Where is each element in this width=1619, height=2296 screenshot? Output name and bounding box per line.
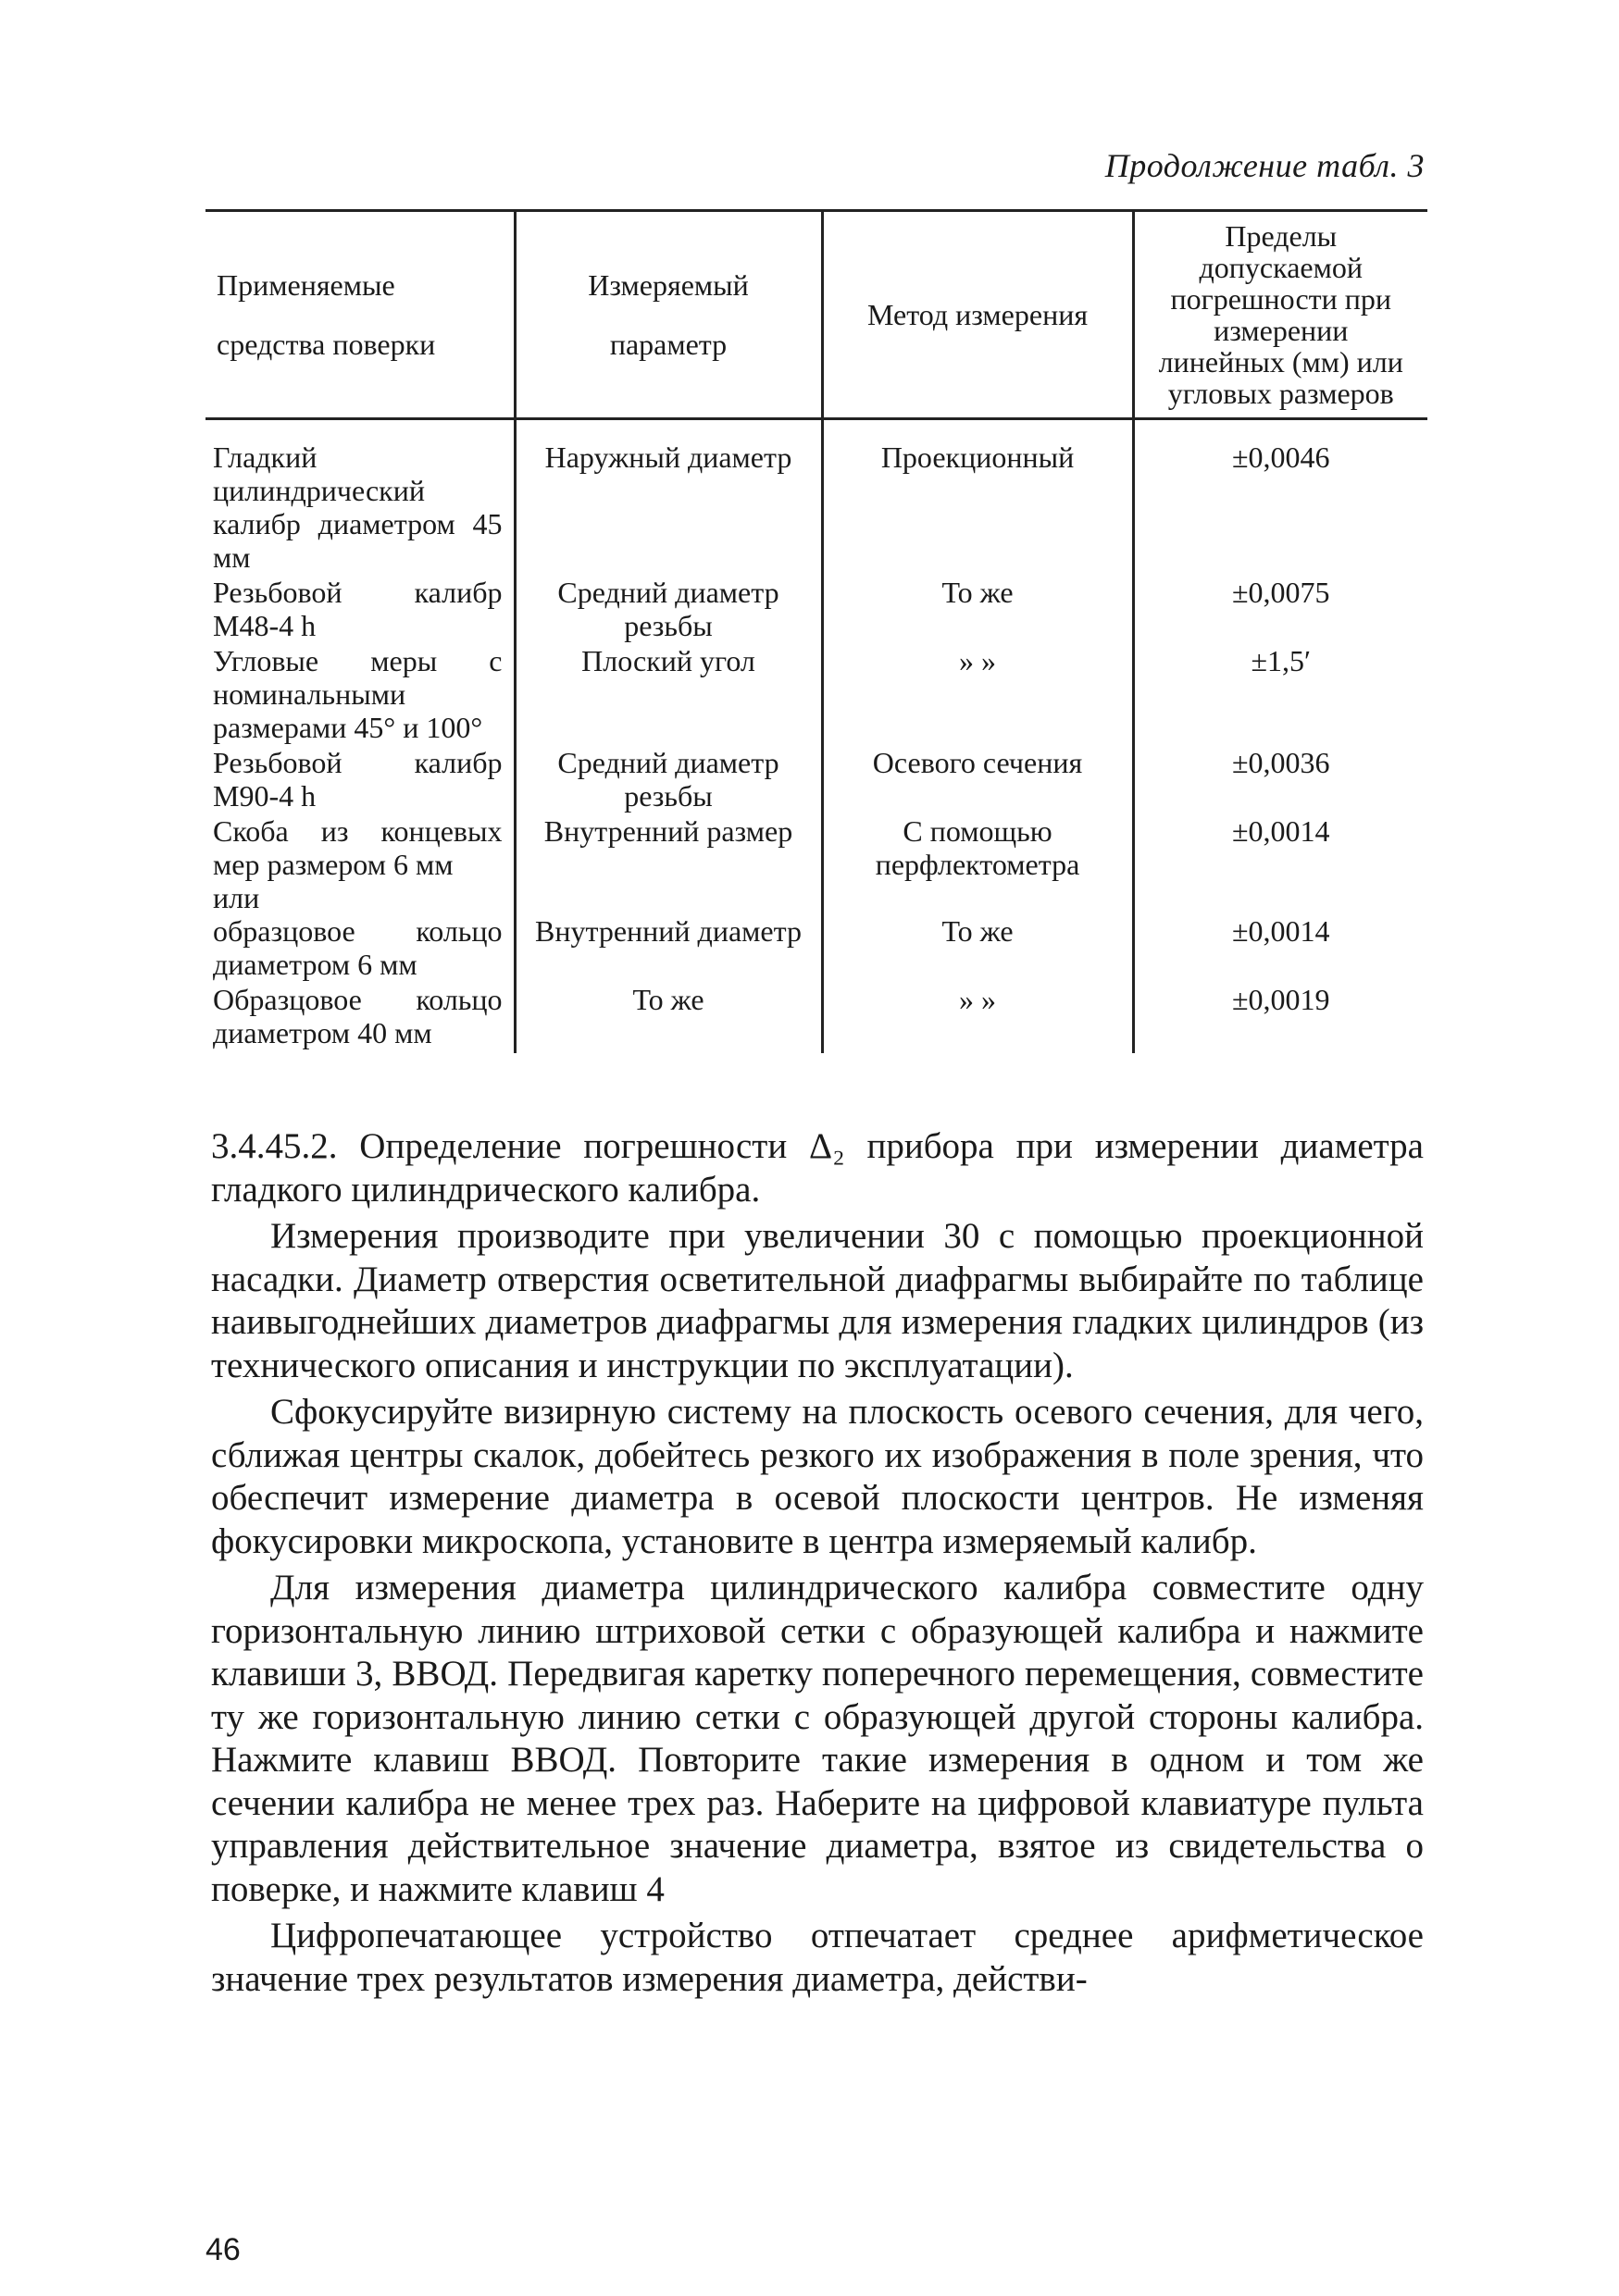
paragraph: Сфокусируйте визирную систему на плоскость осевого сечения, для чего, сближая центры скалок, добейтесь резкого их изображения в поле зрения, что обеспечит измерение диаметра в осевой плоскости центров. Не изменяя фокусировки микроскопа, установите в центра измеряемый калибр. — [211, 1392, 1424, 1561]
cell-tool: Резьбовой калибр М48-4 h — [213, 576, 503, 642]
paragraph: Измерения производите при увеличении 30 с помощью проекционной насадки. Диаметр отверстия осветительной диафрагмы выбирайте по таблице наивыгоднейших диаметров диафрагмы для измерения гладких цилиндров (из технического описания и инструкции по эксплуатации). — [211, 1216, 1424, 1385]
cell-method: » » — [822, 981, 1133, 1053]
cell-parameter: Внутренний размер — [515, 813, 822, 914]
cell-parameter: То же — [515, 981, 822, 1053]
table-row — [205, 642, 1427, 744]
cell-method: То же — [822, 574, 1133, 642]
header-measured-parameter: Измеряемый параметр — [515, 211, 822, 419]
cell-limit: ±0,0019 — [1133, 981, 1427, 1053]
cell-method: Осевого сечения — [822, 744, 1133, 813]
header-measurement-method: Метод измерения — [822, 211, 1133, 419]
cell-limit: ±1,5′ — [1133, 642, 1427, 744]
cell-method: » » — [822, 642, 1133, 744]
cell-limit: ±0,0046 — [1133, 419, 1427, 575]
cell-tool-or: или — [213, 881, 260, 914]
paragraph: Цифропечатающее устройство отпечатает среднее арифметическое значение трех результатов измерения диаметра, действи- — [211, 1916, 1424, 1999]
cell-limit: ±0,0014 — [1133, 813, 1427, 914]
cell-tool: Гладкий цилиндрический калибр диаметром 45 мм — [213, 441, 503, 574]
table-row — [205, 981, 1427, 1053]
cell-parameter: Средний диаметр резьбы — [515, 744, 822, 813]
cell-parameter: Наружный диаметр — [515, 419, 822, 575]
table-body — [205, 419, 1427, 1054]
cell-parameter: Плоский угол — [515, 642, 822, 744]
table-row — [205, 914, 1427, 981]
page-number: 46 — [205, 2232, 241, 2267]
table-row — [205, 744, 1427, 813]
cell-method: То же — [822, 914, 1133, 981]
table-caption: Продолжение табл. 3 — [1104, 147, 1425, 184]
cell-limit: ±0,0075 — [1133, 574, 1427, 642]
table-header — [205, 211, 1427, 419]
cell-parameter: Средний диаметр резьбы — [515, 574, 822, 642]
header-error-limits: Пределы допускаемой погрешности при измерении линейных (мм) или угловых размеров — [1133, 211, 1427, 419]
paragraph: Для измерения диаметра цилиндрического калибра совместите одну горизонтальную линию штриховой сетки с образующей калибра и нажмите клавиши 3, ВВОД. Передвигая каретку поперечного перемещения, совместите ту же горизонтальную линию сетки с образующей другой стороны калибра. Нажмите клавиш ВВОД. Повторите такие измерения в одном и том же сечении калибра не менее трех раз. Наберите на цифровой клавиатуре пульта управления действительное значение диаметра, взятое из свидетельства о поверке, и нажмите клавиш 4 — [211, 1568, 1424, 1909]
verification-table — [205, 209, 1427, 1053]
cell-method: Проекционный — [822, 419, 1133, 575]
cell-limit: ±0,0036 — [1133, 744, 1427, 813]
cell-parameter: Внутренний диаметр — [515, 914, 822, 981]
cell-tool-text: Скоба из концевых мер размером 6 мм — [213, 814, 503, 881]
paragraph-section-heading: 3.4.45.2. Определение погрешности Δ₂ прибора при измерении диаметра гладкого цилиндрического калибра. — [211, 1126, 1424, 1210]
table-row — [205, 813, 1427, 914]
body-text — [211, 1125, 1424, 2001]
header-verification-means: Применяемые средства поверки — [205, 211, 515, 419]
cell-tool: Угловые меры с номинальными размерами 45° и 100° — [213, 644, 503, 744]
cell-method: С помощью перфлектометра — [822, 813, 1133, 914]
cell-tool — [205, 813, 515, 914]
table-row — [205, 574, 1427, 642]
table-row — [205, 419, 1427, 575]
cell-tool: Образцовое кольцо диаметром 40 мм — [213, 983, 503, 1049]
cell-tool: Резьбовой калибр М90-4 h — [213, 746, 503, 813]
cell-limit: ±0,0014 — [1133, 914, 1427, 981]
cell-tool: образцовое кольцо диаметром 6 мм — [213, 914, 503, 981]
